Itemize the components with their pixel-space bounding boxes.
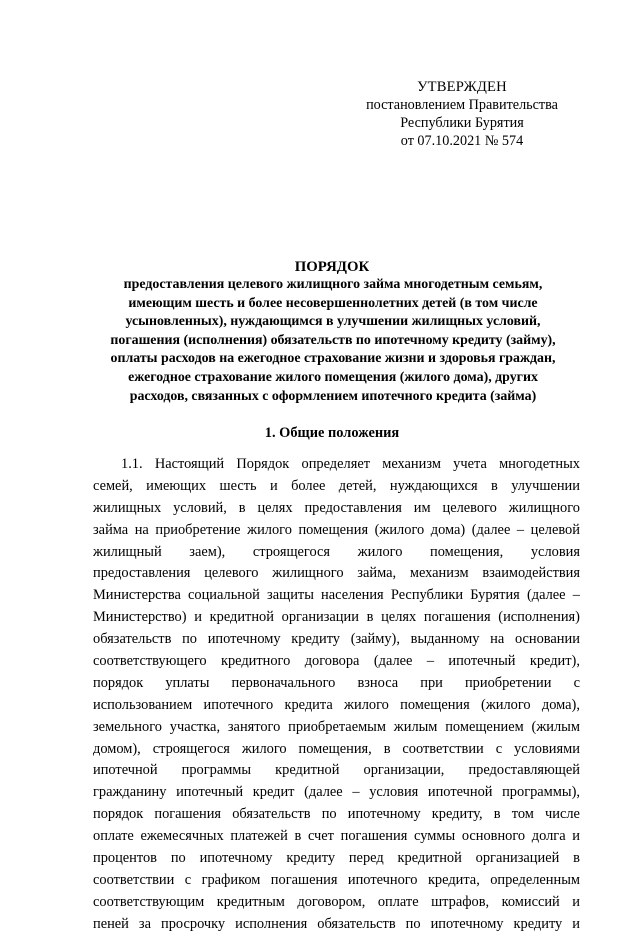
word: погашения <box>340 828 408 845</box>
subtitle-line: ежегодное страхование жилого помещения (жилого дома), других <box>128 369 538 385</box>
word: ипотечного <box>347 871 418 888</box>
word: договором, <box>297 893 366 910</box>
word: организацией <box>475 850 560 867</box>
word: более <box>291 477 326 494</box>
word: (исполнения) <box>498 609 580 626</box>
word: на <box>490 631 505 648</box>
word: жилого <box>357 543 403 560</box>
word: исполнения <box>235 915 308 932</box>
paragraph-line <box>93 739 580 761</box>
word: занятого <box>227 718 281 735</box>
word: и <box>269 477 278 494</box>
word: условиями <box>514 740 580 757</box>
word: кредитного <box>220 653 291 670</box>
word: погашения <box>423 609 491 626</box>
word: долга <box>531 828 566 845</box>
word: целях <box>381 609 417 626</box>
word: на <box>134 521 149 538</box>
approval-line-1: постановлением Правительства <box>366 97 558 113</box>
word: (далее <box>373 653 413 670</box>
word: шесть <box>219 477 257 494</box>
word: Настоящий <box>154 456 225 472</box>
word: соответствии <box>402 740 484 757</box>
paragraph-line <box>93 848 580 870</box>
word: жилого <box>247 521 292 538</box>
word: организации <box>281 609 359 626</box>
word: заем), <box>189 543 226 560</box>
paragraph-line <box>93 826 580 848</box>
word: (далее <box>526 587 566 604</box>
word: условий, <box>173 499 227 516</box>
word: кредиту <box>513 915 563 932</box>
word: в <box>383 740 391 757</box>
paragraph-line <box>93 717 580 739</box>
word: кредитным <box>216 893 285 910</box>
word: графиком <box>201 871 261 888</box>
word: социальной <box>188 587 260 604</box>
word: счет <box>307 828 334 845</box>
word: приобретении <box>464 674 552 691</box>
paragraph-line <box>93 607 580 629</box>
paragraph-line <box>93 870 580 892</box>
subtitle-line: расходов, связанных с оформлением ипотечного кредита (займа) <box>129 388 537 404</box>
subtitle-line: предоставления целевого жилищного займа многодетным семьям, <box>123 277 543 292</box>
word: просрочку <box>161 915 226 932</box>
word: жилого <box>344 696 389 713</box>
word: целях <box>257 499 293 516</box>
word: помещения, <box>430 543 504 560</box>
word: процентов <box>93 850 157 867</box>
word: комиссий <box>501 893 560 910</box>
paragraph-line <box>93 563 580 585</box>
subtitle-line: имеющим шесть и более несовершеннолетних детей (в том числе <box>128 295 538 311</box>
paragraph-line <box>93 892 580 914</box>
paragraph-line <box>93 651 580 673</box>
word: ипотечной <box>93 762 158 779</box>
word: с <box>573 674 580 691</box>
word: и <box>572 828 580 845</box>
word: обязательств <box>93 631 172 648</box>
word: строящегося <box>252 543 331 560</box>
subtitle-line: погашения (исполнения) обязательств по ипотечному кредиту (займу), <box>110 332 556 348</box>
paragraph-line <box>93 782 580 804</box>
paragraph-line <box>93 585 580 607</box>
word: в <box>493 806 501 823</box>
word: и <box>194 609 202 626</box>
word: целевого <box>442 499 497 516</box>
word: жилым <box>393 718 438 735</box>
word: предоставления <box>93 565 191 582</box>
word: помещением <box>445 718 524 735</box>
word: целевой <box>530 521 580 538</box>
word: с <box>495 740 503 757</box>
word: перед <box>348 850 384 867</box>
word: механизм <box>409 565 469 582</box>
approval-line-2: Республики Бурятия <box>400 115 524 131</box>
word: жилого <box>241 740 287 757</box>
word: учета <box>453 456 487 472</box>
word: нуждающихся <box>389 477 478 494</box>
paragraph-line <box>93 760 580 782</box>
word: многодетных <box>499 456 580 472</box>
word: ипотечному <box>199 850 273 867</box>
word: Республики <box>390 587 464 604</box>
word: платежей <box>230 828 288 845</box>
word: дома) <box>430 521 466 538</box>
word: том <box>511 806 534 823</box>
word: при <box>420 674 443 691</box>
subtitle-line: усыновленных), нуждающимся в улучшении жилищных условий, <box>125 314 541 330</box>
word: в <box>573 850 580 867</box>
paragraph-line <box>93 476 580 498</box>
word: жилищного <box>272 565 344 582</box>
word: за <box>138 915 151 932</box>
word: улучшении <box>511 477 580 494</box>
paragraph-line <box>93 542 580 564</box>
word: выданному <box>410 631 480 648</box>
word: кредит <box>252 784 295 801</box>
word: определяет <box>301 456 370 472</box>
word: займа, <box>357 565 397 582</box>
word: семей, <box>93 477 133 494</box>
word: земельного <box>93 718 162 735</box>
word: кредитной <box>275 762 340 779</box>
word: условия <box>369 784 419 801</box>
word: (займу), <box>350 631 400 648</box>
approval-date-number: от 07.10.2021 № 574 <box>400 133 524 149</box>
paragraph-line <box>93 454 580 476</box>
paragraph-line <box>93 498 580 520</box>
paragraph-line <box>93 695 580 717</box>
word: основании <box>514 631 580 648</box>
word: приобретение <box>155 521 241 538</box>
section-heading: 1. Общие положения <box>264 425 400 441</box>
word: предоставляющей <box>468 762 580 779</box>
word: с <box>184 871 192 888</box>
paragraph-line <box>93 629 580 651</box>
word: уплаты <box>165 674 210 691</box>
word: штрафов, <box>431 893 490 910</box>
word: взаимодействия <box>482 565 580 582</box>
word: в <box>294 828 302 845</box>
document-title: ПОРЯДОК <box>294 259 370 275</box>
word: по <box>170 850 186 867</box>
word: гражданину <box>93 784 167 801</box>
word: имеющих <box>146 477 207 494</box>
word: ипотечной <box>427 784 493 801</box>
word: Бурятия <box>470 587 520 604</box>
word: ипотечный <box>448 653 516 670</box>
word: – <box>352 784 360 801</box>
word: первоначального <box>231 674 336 691</box>
word: порядок <box>93 674 144 691</box>
word: детей, <box>338 477 377 494</box>
word: ипотечному <box>430 915 504 932</box>
word: в <box>238 499 246 516</box>
word: (жилого <box>481 696 531 713</box>
word: кредиту <box>286 850 336 867</box>
word: соответствующим <box>93 893 205 910</box>
word: кредиту, <box>431 806 483 823</box>
word: обязательств <box>317 915 396 932</box>
word: – <box>516 521 525 538</box>
approval-title: УТВЕРЖДЕН <box>417 79 507 95</box>
word: помещения <box>400 696 470 713</box>
word: ипотечный <box>176 784 244 801</box>
word: и <box>572 893 580 910</box>
word: Порядок <box>236 456 290 472</box>
word: участка, <box>169 718 221 735</box>
word: им <box>413 499 431 516</box>
word: (жилым <box>531 718 580 735</box>
word: помещения <box>298 521 369 538</box>
word: – <box>426 653 435 670</box>
word: домом), <box>93 740 141 757</box>
word: кредита, <box>427 871 480 888</box>
word: населения <box>321 587 384 604</box>
word: погашения <box>270 871 338 888</box>
word: ипотечного <box>203 696 274 713</box>
word: договора <box>304 653 360 670</box>
word: кредита <box>284 696 333 713</box>
word: – <box>572 587 580 604</box>
word: оплате <box>93 828 134 845</box>
word: кредит), <box>529 653 580 670</box>
word: в <box>366 609 374 626</box>
word: основного <box>461 828 526 845</box>
word: ипотечному <box>347 806 421 823</box>
word: приобретаемым <box>288 718 386 735</box>
word: ежемесячных <box>140 828 224 845</box>
paragraph-line <box>93 673 580 695</box>
word: по <box>182 631 197 648</box>
word: 1.1. <box>121 456 143 472</box>
paragraph-1-1 <box>93 454 580 936</box>
approval-stamp <box>346 78 578 150</box>
word: механизм <box>382 456 441 472</box>
word: и <box>572 915 580 932</box>
word: жилищный <box>93 543 162 560</box>
word: по <box>321 806 337 823</box>
word: помещения, <box>298 740 372 757</box>
word: жилищного <box>508 499 580 516</box>
word: по <box>405 915 421 932</box>
word: Министерства <box>93 587 181 604</box>
word: предоставления <box>304 499 402 516</box>
word: оплате <box>377 893 419 910</box>
word: суммы <box>414 828 456 845</box>
paragraph-line <box>93 804 580 826</box>
word: ипотечному <box>207 631 281 648</box>
word: (далее <box>471 521 511 538</box>
word: определенным <box>490 871 580 888</box>
word: в <box>490 477 498 494</box>
word: дома), <box>541 696 580 713</box>
word: программы), <box>502 784 580 801</box>
word: кредиту <box>291 631 340 648</box>
word: кредитной <box>209 609 274 626</box>
word: строящегося <box>152 740 230 757</box>
paragraph-line <box>93 520 580 542</box>
subtitle-line: оплаты расходов на ежегодное страхование жизни и здоровья граждан, <box>110 351 556 367</box>
word: жилищных <box>93 499 162 516</box>
word: Министерство) <box>93 609 187 626</box>
paragraph-line <box>93 914 580 936</box>
word: организации, <box>363 762 445 779</box>
word: взноса <box>357 674 399 691</box>
document-subtitle <box>86 276 580 406</box>
word: порядок <box>93 806 144 823</box>
word: (жилого <box>374 521 425 538</box>
word: погашения <box>154 806 222 823</box>
word: пеней <box>93 915 129 932</box>
word: соответствии <box>93 871 175 888</box>
word: соответствующего <box>93 653 207 670</box>
word: программы <box>181 762 252 779</box>
word: условия <box>530 543 580 560</box>
word: кредитной <box>397 850 462 867</box>
word: обязательств <box>232 806 311 823</box>
word: защиты <box>267 587 314 604</box>
word: использованием <box>93 696 193 713</box>
word: числе <box>545 806 580 823</box>
word: целевого <box>204 565 259 582</box>
word: займа <box>93 521 129 538</box>
word: (далее <box>304 784 343 801</box>
